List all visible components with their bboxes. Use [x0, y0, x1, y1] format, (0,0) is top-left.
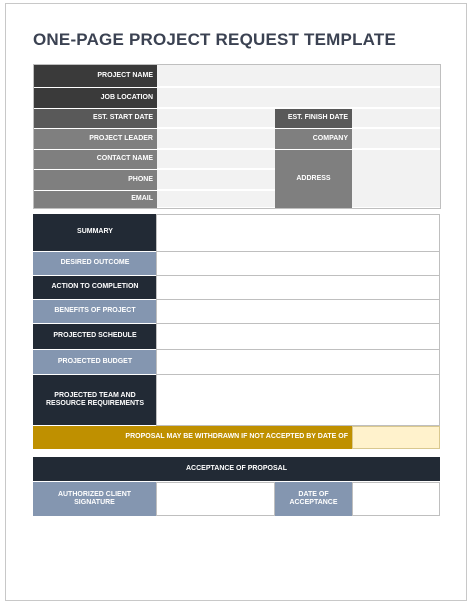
address-label: ADDRESS: [275, 150, 352, 208]
withdrawal-date-field[interactable]: [352, 426, 440, 449]
withdrawal-notice-label: PROPOSAL MAY BE WITHDRAWN IF NOT ACCEPTED BY DATE OF: [33, 426, 352, 449]
summary-label: SUMMARY: [33, 214, 157, 251]
projected-budget-field[interactable]: [156, 349, 440, 375]
company-label: COMPANY: [275, 129, 352, 149]
date-of-acceptance-field[interactable]: [352, 482, 440, 516]
action-to-completion-label: ACTION TO COMPLETION: [33, 276, 157, 299]
est-finish-date-label: EST. FINISH DATE: [275, 109, 352, 128]
est-start-date-field[interactable]: [157, 109, 275, 128]
phone-field[interactable]: [157, 170, 275, 190]
job-location-label: JOB LOCATION: [33, 88, 157, 108]
summary-field[interactable]: [156, 214, 440, 252]
projected-schedule-label: PROJECTED SCHEDULE: [33, 324, 157, 349]
project-leader-label: PROJECT LEADER: [33, 129, 157, 149]
desired-outcome-label: DESIRED OUTCOME: [33, 252, 157, 275]
phone-label: PHONE: [33, 170, 157, 190]
action-to-completion-field[interactable]: [156, 275, 440, 300]
benefits-of-project-label: BENEFITS OF PROJECT: [33, 300, 157, 323]
date-of-acceptance-label: DATE OF ACCEPTANCE: [275, 482, 352, 516]
authorized-signature-label: AUTHORIZED CLIENT SIGNATURE: [33, 482, 156, 516]
est-finish-date-field[interactable]: [352, 109, 440, 128]
contact-name-field[interactable]: [157, 150, 275, 169]
projected-team-field[interactable]: [156, 374, 440, 426]
desired-outcome-field[interactable]: [156, 251, 440, 276]
page-title: ONE-PAGE PROJECT REQUEST TEMPLATE: [33, 30, 397, 49]
projected-budget-label: PROJECTED BUDGET: [33, 350, 157, 374]
contact-name-label: CONTACT NAME: [33, 150, 157, 169]
authorized-signature-field[interactable]: [156, 482, 275, 516]
project-leader-field[interactable]: [157, 129, 275, 149]
benefits-of-project-field[interactable]: [156, 299, 440, 324]
email-label: EMAIL: [33, 191, 157, 208]
company-field[interactable]: [352, 129, 440, 149]
address-field[interactable]: [352, 150, 440, 208]
email-field[interactable]: [157, 191, 275, 208]
project-name-label: PROJECT NAME: [33, 65, 157, 87]
projected-team-label: PROJECTED TEAM AND RESOURCE REQUIREMENTS: [33, 375, 157, 425]
acceptance-header: ACCEPTANCE OF PROPOSAL: [33, 457, 440, 481]
projected-schedule-field[interactable]: [156, 323, 440, 350]
est-start-date-label: EST. START DATE: [33, 109, 157, 128]
job-location-field[interactable]: [157, 88, 440, 108]
project-name-field[interactable]: [157, 65, 440, 87]
